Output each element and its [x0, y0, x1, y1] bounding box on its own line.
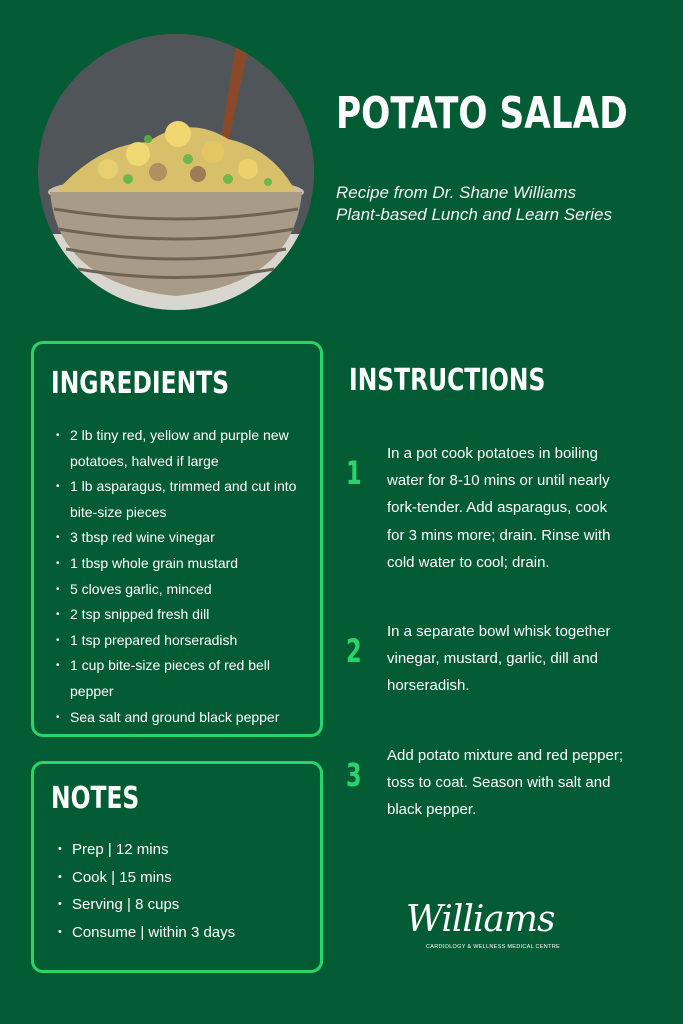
ingredients-card — [31, 341, 323, 737]
logo-script: Williams — [406, 899, 555, 940]
ingredients-heading: INGREDIENTS — [51, 366, 230, 401]
ingredient-item: • 1 tsp prepared horseradish — [56, 628, 316, 654]
ingredient-item: • 2 lb tiny red, yellow and purple new potatoes, halved if large — [56, 423, 316, 474]
step-number: 2 — [346, 632, 362, 670]
williams-logo — [400, 899, 580, 962]
ingredient-item: • Sea salt and ground black pepper — [56, 705, 316, 731]
subtitle-line-2: Plant-based Lunch and Learn Series — [336, 205, 612, 224]
subtitle-line-1: Recipe from Dr. Shane Williams — [336, 183, 577, 202]
step-text: Add potato mixture and red pepper; toss to coat. Season with salt and black pepper. — [387, 747, 623, 819]
step-number: 1 — [346, 454, 362, 492]
ingredient-item: • 2 tsp snipped fresh dill — [56, 602, 316, 628]
notes-heading: NOTES — [51, 781, 140, 816]
ingredients-list — [56, 423, 316, 730]
potato-salad-photo — [38, 34, 314, 310]
ingredient-item: • 1 lb asparagus, trimmed and cut into bite-size pieces — [56, 474, 316, 525]
ingredient-item: • 5 cloves garlic, minced — [56, 577, 316, 603]
notes-list — [58, 836, 308, 946]
ingredient-item: • 1 cup bite-size pieces of red bell pepper — [56, 653, 316, 704]
step-number: 3 — [346, 756, 362, 794]
note-item: • Serving | 8 cups — [58, 891, 308, 919]
logo-tagline: CARDIOLOGY & WELLNESS MEDICAL CENTRE — [426, 944, 560, 950]
ingredient-item: • 3 tbsp red wine vinegar — [56, 525, 316, 551]
step-text: In a separate bowl whisk together vinegar, mustard, garlic, dill and horseradish. — [387, 623, 611, 695]
recipe-source — [336, 182, 612, 226]
salad-bowl-illustration — [38, 34, 314, 310]
ingredient-item: • 1 tbsp whole grain mustard — [56, 551, 316, 577]
note-item: • Prep | 12 mins — [58, 836, 308, 864]
note-item: • Consume | within 3 days — [58, 919, 308, 947]
instructions-heading: INSTRUCTIONS — [349, 363, 546, 398]
step-text: In a pot cook potatoes in boiling water for 8-10 mins or until nearly fork-tender. Add asparagus, cook for 3 mins more; drain. Rinse with cold water to cool; drain. — [387, 445, 611, 571]
notes-card — [31, 761, 323, 973]
note-item: • Cook | 15 mins — [58, 864, 308, 892]
recipe-title: POTATO SALAD — [336, 88, 628, 139]
